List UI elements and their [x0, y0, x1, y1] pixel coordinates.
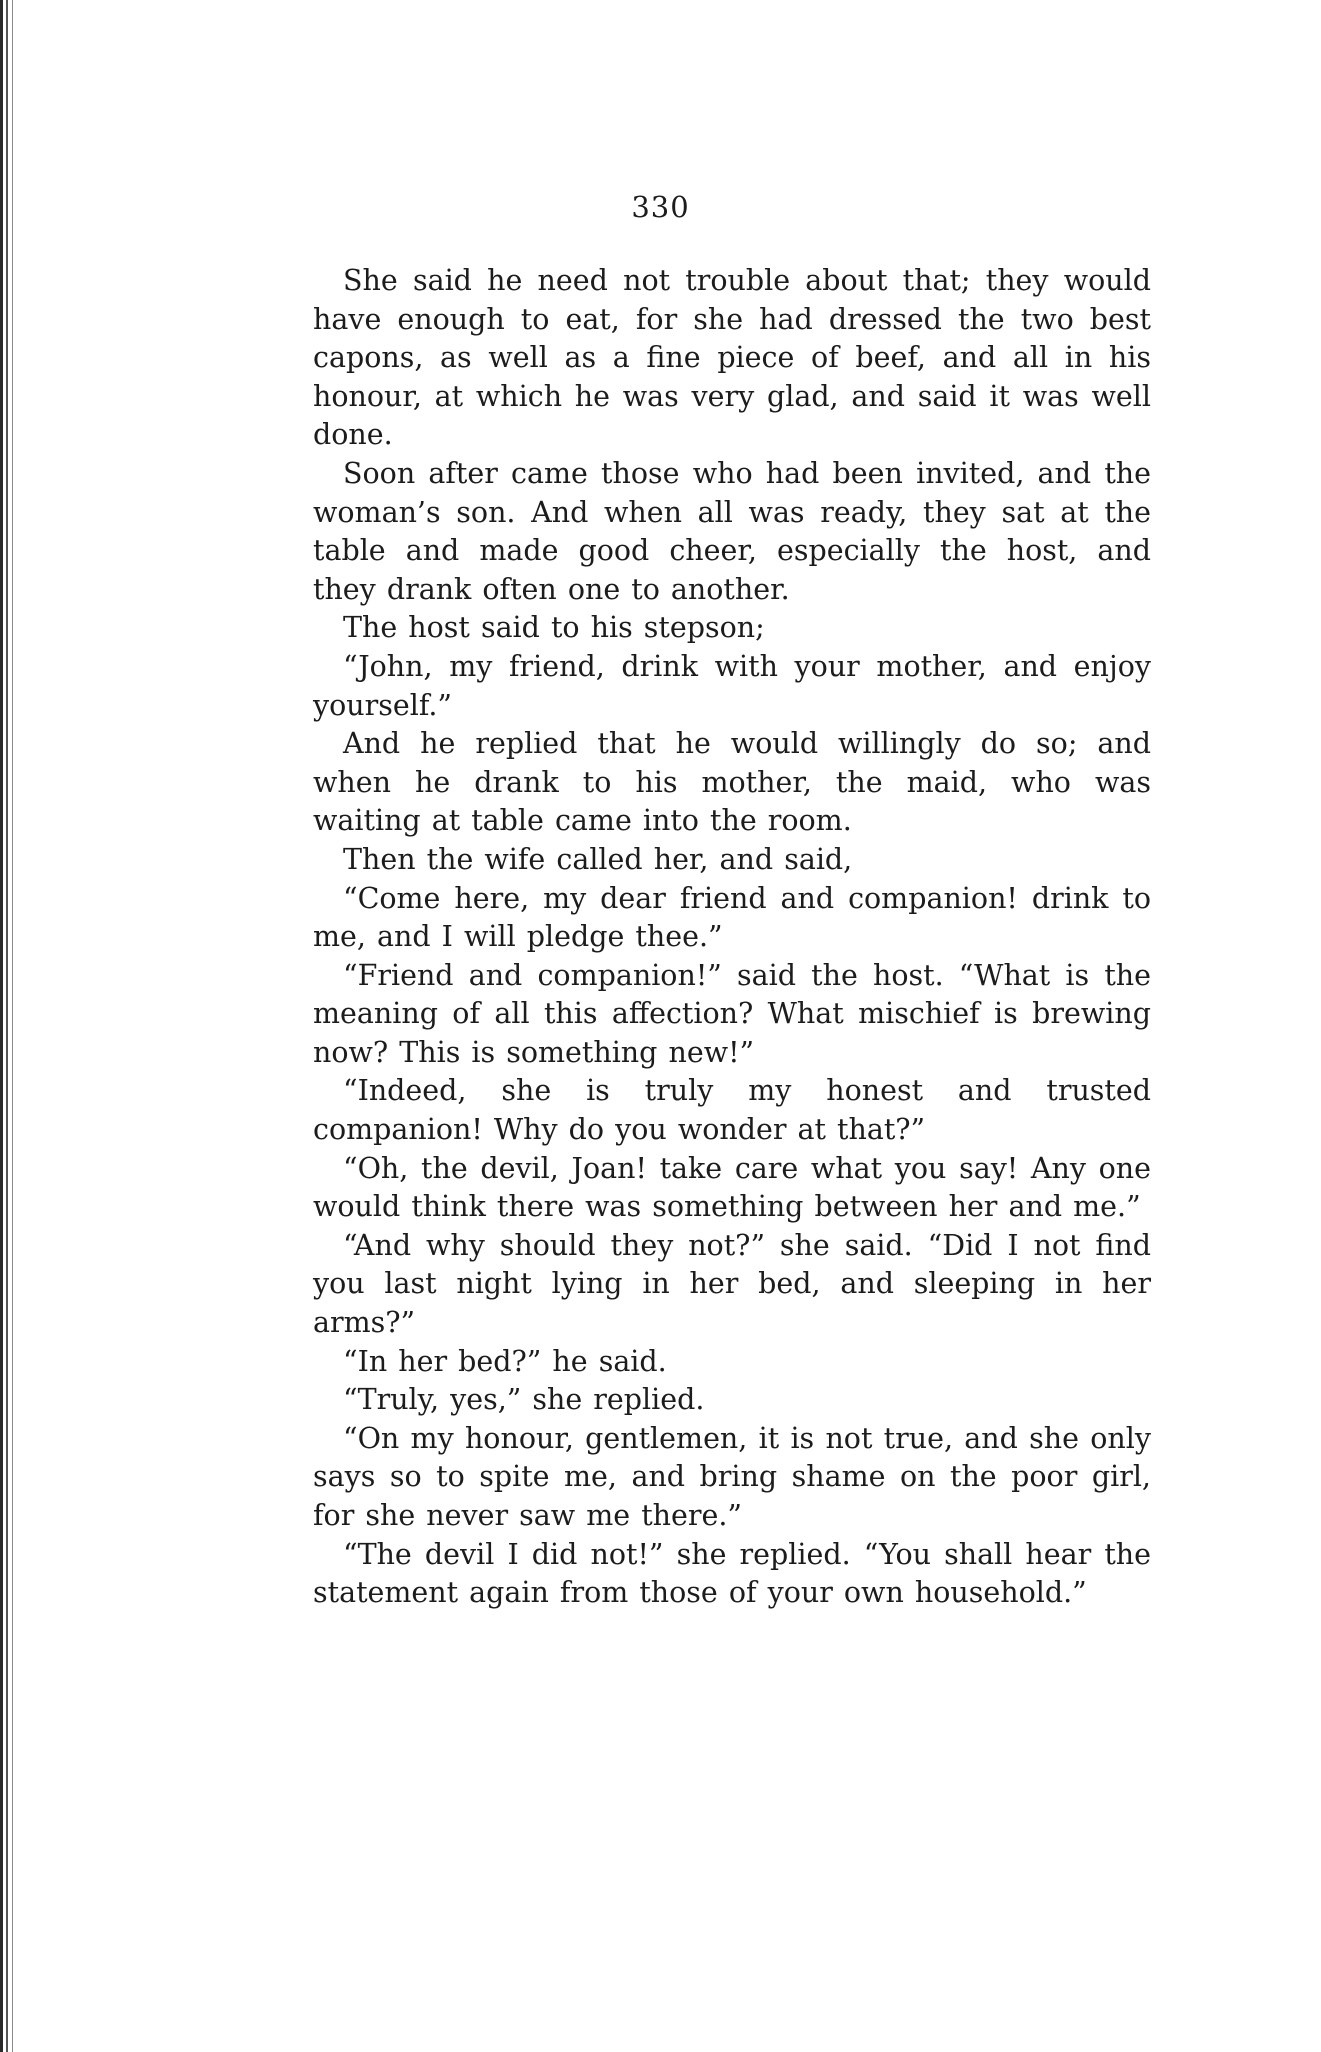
paragraph: “Indeed, she is truly my honest and trusted companion! Why do you wonder at that?” — [313, 1074, 1151, 1147]
paragraph: “John, my friend, drink with your mother, and enjoy yourself.” — [313, 649, 1151, 722]
paragraph: She said he need not trouble about that; they would have enough to eat, for she had dressed the two best capons, as well as a fine piece of beef, and all in his honour, at which he was very glad, and said it was well done. — [313, 264, 1151, 452]
paragraph: “And why should they not?” she said. “Did I not find you last night lying in her bed, and sleeping in her arms?” — [313, 1228, 1151, 1340]
paragraph: “Come here, my dear friend and companion! drink to me, and I will pledge thee.” — [313, 881, 1151, 954]
paragraph: Soon after came those who had been invited, and the woman’s son. And when all was ready, they sat at the table and made good cheer, especially the host, and they drank often one to another. — [313, 456, 1151, 606]
paragraph: Then the wife called her, and said, — [343, 842, 853, 876]
paragraph: “On my honour, gentlemen, it is not true, and she only says so to spite me, and bring shame on the poor girl, for she never saw me there.” — [313, 1421, 1151, 1532]
paragraph: And he replied that he would willingly do so; and when he drank to his mother, the maid, who was waiting at table came into the room. — [313, 727, 1151, 838]
page-binding-edge — [0, 0, 18, 2052]
paragraph: The host said to his stepson; — [343, 611, 765, 645]
page-number: 330 — [631, 190, 690, 224]
paragraph: “In her bed?” he said. — [343, 1344, 667, 1378]
body-text — [313, 262, 1151, 1613]
paragraph: “Oh, the devil, Joan! take care what you say! Any one would think there was something between her and me.” — [313, 1151, 1151, 1224]
paragraph: “Friend and companion!” said the host. “What is the meaning of all this affection? What mischief is brewing now? This is something new!” — [313, 958, 1151, 1069]
paragraph: “Truly, yes,” she replied. — [343, 1383, 705, 1417]
paragraph: “The devil I did not!” she replied. “You shall hear the statement again from those of your own household.” — [313, 1537, 1151, 1610]
